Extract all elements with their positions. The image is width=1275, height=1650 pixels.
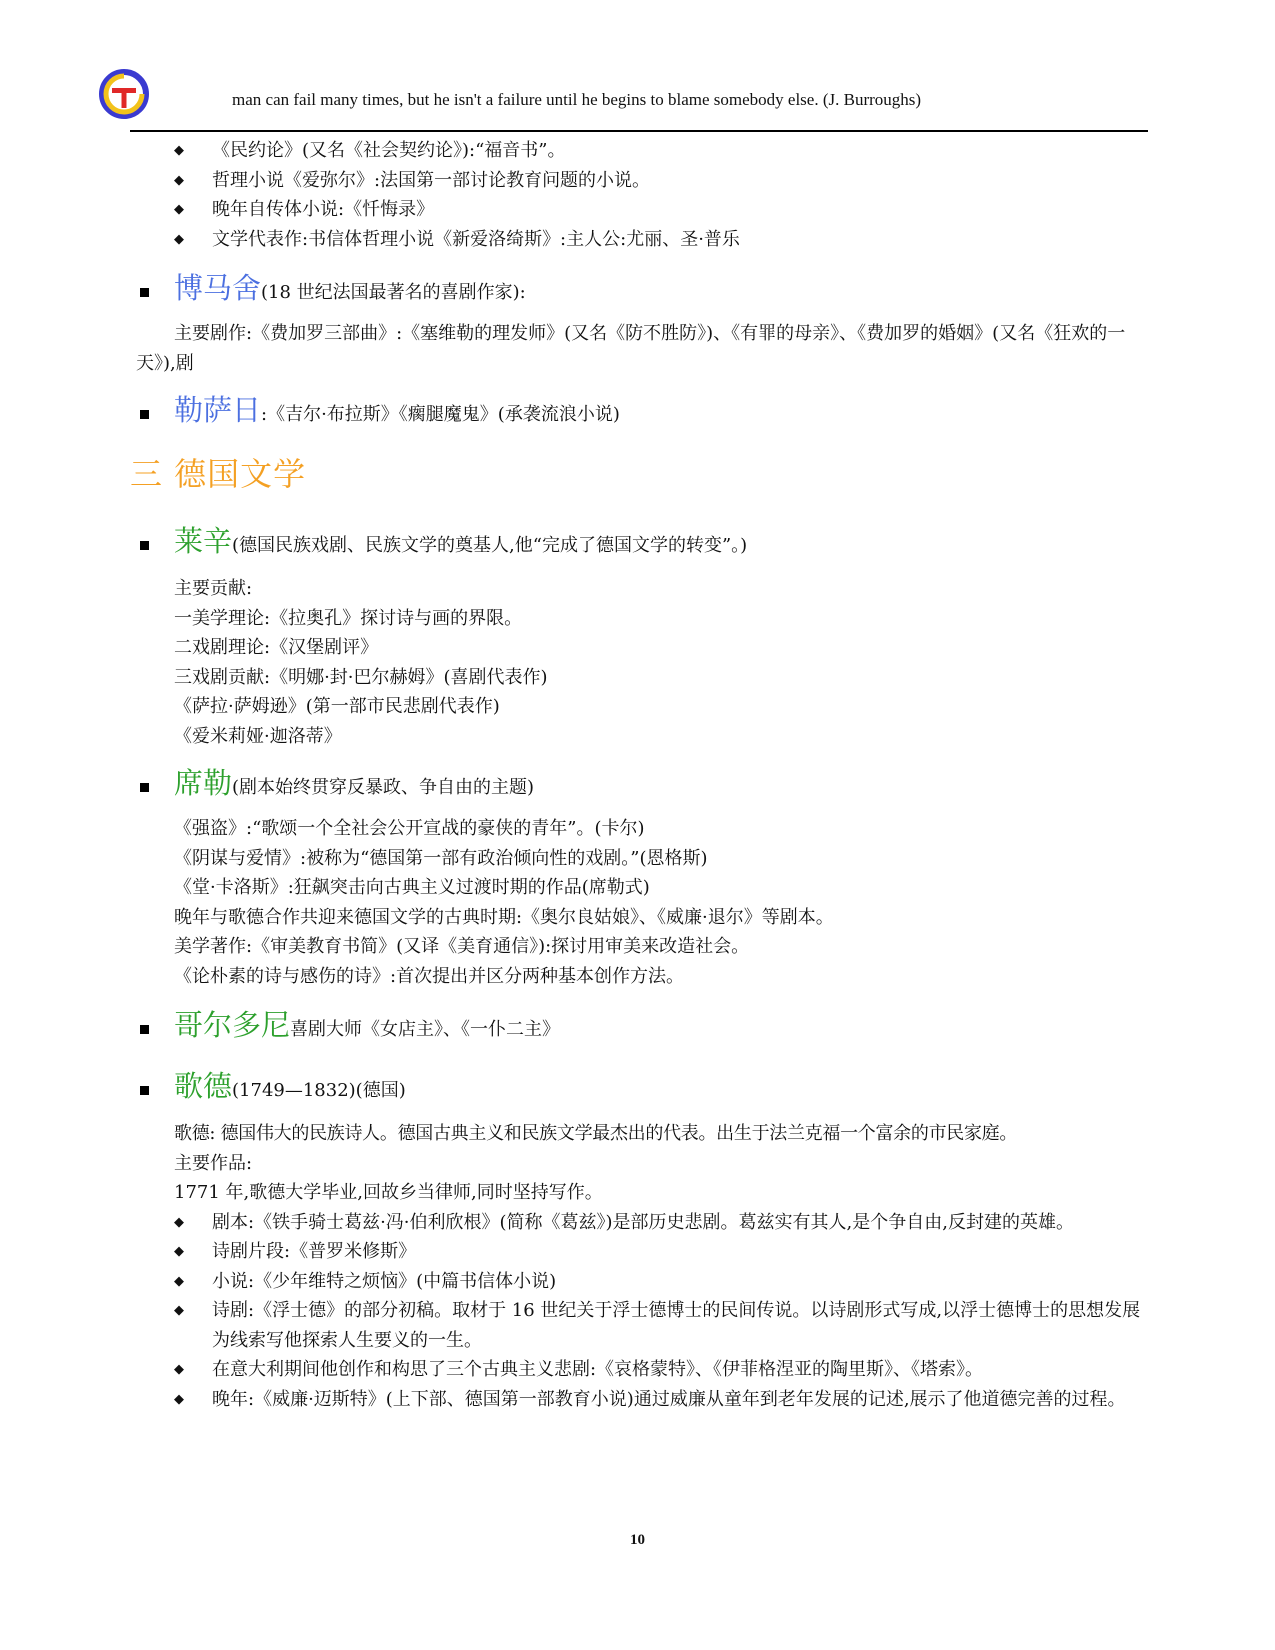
list-item: ◆ 诗剧片段:《普罗米修斯》 bbox=[136, 1237, 1146, 1267]
list-item: ◆ 在意大利期间他创作和构思了三个古典主义悲剧:《哀格蒙特》、《伊菲格涅亚的陶里斯》、《塔索》。 bbox=[136, 1355, 1146, 1385]
diamond-bullet-icon: ◆ bbox=[174, 143, 184, 158]
diamond-bullet-icon: ◆ bbox=[174, 202, 184, 217]
top-list bbox=[136, 136, 1146, 254]
list-item: ◆ 诗剧:《浮士德》的部分初稿。取材于 16 世纪关于浮士德博士的民间传说。以诗剧形式写成,以浮士德博士的思想发展为线索写他探索人生要义的一生。 bbox=[136, 1296, 1146, 1355]
diamond-bullet-icon: ◆ bbox=[174, 172, 184, 188]
diamond-bullet-icon: ◆ bbox=[174, 231, 184, 247]
main-content bbox=[130, 136, 1146, 1414]
list-item: 一美学理论:《拉奥孔》探讨诗与画的界限。 bbox=[174, 607, 523, 629]
topic-lessing: 莱辛(德国民族戏剧、民族文学的奠基人,他“完成了德国文学的转变”。) bbox=[136, 519, 1146, 568]
logo-icon bbox=[98, 68, 150, 120]
diamond-bullet-icon: ◆ bbox=[174, 1214, 184, 1230]
beaumarchais-text: 主要剧作:《费加罗三部曲》:《塞维勒的理发师》(又名《防不胜防》)、《有罪的母亲》、《费加罗的婚姻》(又名《狂欢的一天》),剧 bbox=[136, 323, 1126, 374]
topic-schiller: 席勒(剧本始终贯穿反暴政、争自由的主题) bbox=[136, 761, 1146, 810]
topic-lesage: 勒萨日:《吉尔·布拉斯》《瘸腿魔鬼》(承袭流浪小说) bbox=[136, 388, 1146, 437]
list-item: ◆ 文学代表作:书信体哲理小说《新爱洛绮斯》:主人公:尤丽、圣·普乐 bbox=[136, 225, 1146, 255]
diamond-bullet-icon: ◆ bbox=[174, 1244, 184, 1259]
list-item: ◆ 晚年:《威廉·迈斯特》(上下部、德国第一部教育小说)通过威廉从童年到老年发展的记述,展示了他道德完善的过程。 bbox=[136, 1385, 1146, 1415]
list-item: 《萨拉·萨姆逊》(第一部市民悲剧代表作) bbox=[174, 696, 500, 717]
list-item: 三戏剧贡献:《明娜·封·巴尔赫姆》(喜剧代表作) bbox=[174, 666, 548, 688]
header-quote: man can fail many times, but he isn't a failure until he begins to blame somebody else. (J. Burroughs) bbox=[232, 90, 922, 109]
list-item: 1771 年,歌德大学毕业,回故乡当律师,同时坚持写作。 bbox=[174, 1182, 603, 1203]
square-bullet-icon bbox=[140, 288, 149, 297]
topic-goldoni: 哥尔多尼喜剧大师《女店主》、《一仆二主》 bbox=[136, 1003, 1146, 1052]
list-item: 晚年与歌德合作共迎来德国文学的古典时期:《奥尔良姑娘》、《威廉·退尔》等剧本。 bbox=[174, 906, 834, 928]
square-bullet-icon bbox=[140, 1086, 149, 1095]
diamond-bullet-icon: ◆ bbox=[174, 1391, 184, 1407]
header-rule bbox=[130, 130, 1148, 132]
lessing-details bbox=[136, 574, 1146, 751]
diamond-bullet-icon: ◆ bbox=[174, 1303, 184, 1318]
topic-beaumarchais: 博马舍(18 世纪法国最著名的喜剧作家): bbox=[136, 266, 1146, 315]
list-item: 《阴谋与爱情》:被称为“德国第一部有政治倾向性的戏剧。”(恩格斯) bbox=[174, 847, 708, 869]
list-item: 美学著作:《审美教育书简》(又译《美育通信》):探讨用审美来改造社会。 bbox=[174, 936, 750, 957]
square-bullet-icon bbox=[140, 410, 149, 419]
goethe-intro bbox=[136, 1119, 1146, 1208]
list-item: ◆ 《民约论》(又名《社会契约论》):“福音书”。 bbox=[136, 136, 1146, 166]
diamond-bullet-icon: ◆ bbox=[174, 1273, 184, 1289]
schiller-details bbox=[136, 814, 1146, 991]
diamond-bullet-icon: ◆ bbox=[174, 1362, 184, 1377]
square-bullet-icon bbox=[140, 783, 149, 792]
square-bullet-icon bbox=[140, 1025, 149, 1034]
list-item: 《强盗》:“歌颂一个全社会公开宣战的豪侠的青年”。(卡尔) bbox=[174, 818, 645, 839]
list-item: ◆ 剧本:《铁手骑士葛兹·冯·伯利欣根》(简称《葛兹》)是部历史悲剧。葛兹实有其人,是个争自由,反封建的英雄。 bbox=[136, 1208, 1146, 1238]
list-item: ◆ 晚年自传体小说:《忏悔录》 bbox=[136, 195, 1146, 225]
section-title: 三 德国文学 bbox=[130, 455, 307, 493]
goethe-works bbox=[136, 1208, 1146, 1415]
list-item: 主要作品: bbox=[174, 1152, 253, 1174]
page-number: 10 bbox=[630, 1532, 645, 1548]
square-bullet-icon bbox=[140, 541, 149, 550]
list-item: 二戏剧理论:《汉堡剧评》 bbox=[174, 637, 379, 658]
list-item: ◆ 哲理小说《爱弥尔》:法国第一部讨论教育问题的小说。 bbox=[136, 166, 1146, 196]
topic-goethe: 歌德(1749—1832)(德国) bbox=[136, 1064, 1146, 1113]
list-item: 主要贡献: bbox=[174, 578, 253, 599]
list-item: 《爱米莉娅·迦洛蒂》 bbox=[174, 725, 342, 747]
list-item: ◆ 小说:《少年维特之烦恼》(中篇书信体小说) bbox=[136, 1267, 1146, 1297]
list-item: 《论朴素的诗与感伤的诗》:首次提出并区分两种基本创作方法。 bbox=[174, 965, 685, 987]
list-item: 歌德: 德国伟大的民族诗人。德国古典主义和民族文学最杰出的代表。出生于法兰克福一个富余的市民家庭。 bbox=[174, 1123, 1018, 1144]
list-item: 《堂·卡洛斯》:狂飙突击向古典主义过渡时期的作品(席勒式) bbox=[174, 877, 650, 898]
